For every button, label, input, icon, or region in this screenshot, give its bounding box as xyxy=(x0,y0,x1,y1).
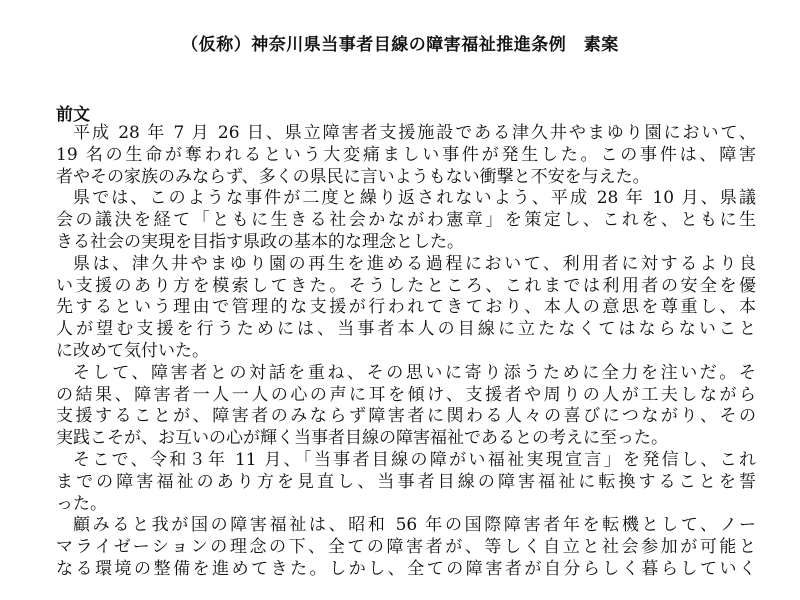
text-line: 支援することが、障害者のみならず障害者に関わる人々の喜びにつながり、その xyxy=(56,406,756,427)
text-line: の結果、障害者一人一人の心の声に耳を傾け、支援者や周りの人が工夫しながら xyxy=(56,384,756,405)
paragraph xyxy=(56,450,756,515)
section-heading-preamble: 前文 xyxy=(56,105,90,125)
text-line: 者やその家族のみならず、多くの県民に言いようもない衝撃と不安を与えた。 xyxy=(56,166,650,187)
text-line: 先するという理由で管理的な支援が行われてきており、本人の意思を尊重し、本 xyxy=(56,297,756,318)
text-line: までの障害福祉のあり方を見直し、当事者目線の障害福祉に転換することを誓 xyxy=(56,471,756,492)
text-line: きる社会の実現を目指す県政の基本的な理念とした。 xyxy=(56,231,464,252)
text-line: 会の議決を経て「ともに生きる社会かながわ憲章」を策定し、これを、ともに生 xyxy=(56,210,756,231)
text-line: 実践こそが、お互いの心が輝く当事者目線の障害福祉であるとの考えに至った。 xyxy=(56,428,668,449)
text-line: なる環境の整備を進めてきた。しかし、全ての障害者が自分らしく暮らしていく xyxy=(56,558,756,579)
text-line: 平成 28 年 7 月 26 日、県立障害者支援施設である津久井やまゆり園において、 xyxy=(73,123,756,143)
text-line: 人が望む支援を行うためには、当事者本人の目線に立たなくてはならないこと xyxy=(56,319,756,340)
text-line: そこで、令和３年 11 月、「当事者目線の障がい福祉実現宣言」を発信し、これ xyxy=(73,450,756,470)
text-line: に改めて気付いた。 xyxy=(56,340,209,361)
text-line: そして、障害者との対話を重ね、その思いに寄り添うために全力を注いだ。そ xyxy=(73,362,756,383)
paragraph xyxy=(56,515,756,580)
text-line: 県では、このような事件が二度と繰り返されないよう、平成 28 年 10 月、県議 xyxy=(73,188,756,209)
paragraph xyxy=(56,188,756,253)
text-line: 県は、津久井やまゆり園の再生を進める過程において、利用者に対するより良 xyxy=(73,253,756,274)
text-line: 顧みると我が国の障害福祉は、昭和 56 年の国際障害者年を転機として、ノー xyxy=(73,515,756,536)
paragraph xyxy=(56,254,756,363)
text-line: 19 名の生命が奪われるという大変痛ましい事件が発生した。この事件は、障害 xyxy=(56,144,756,165)
paragraph xyxy=(56,123,756,188)
text-line: マライゼーションの理念の下、全ての障害者が、等しく自立と社会参加が可能と xyxy=(56,537,756,558)
text-line: った。 xyxy=(56,493,107,514)
document-title: （仮称）神奈川県当事者目線の障害福祉推進条例 素案 xyxy=(181,35,619,55)
paragraph xyxy=(56,363,756,450)
text-line: い支援のあり方を模索してきた。そうしたところ、これまでは利用者の安全を優 xyxy=(56,275,756,296)
